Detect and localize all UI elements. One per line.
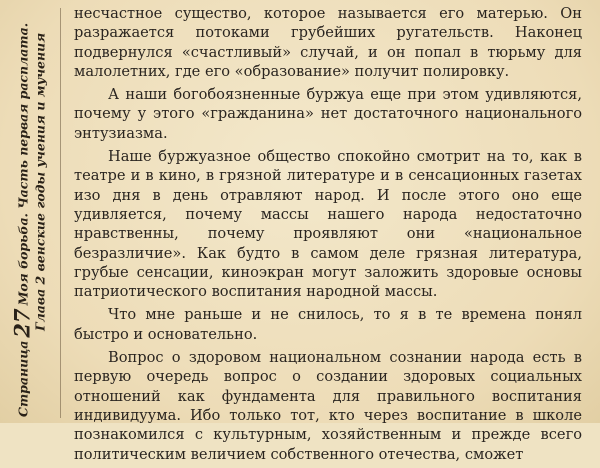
page-sidebar [0, 0, 62, 423]
paragraph-2: А наши богобоязненные буржуа еще при этом удивляются, почему у этого «гражданина» нет достаточного национального энтузиазма. [74, 86, 582, 142]
book-title: Моя борьба. Часть первая расплата. [15, 22, 31, 306]
chapter-title: Глава 2 венские годы учения и мучения [32, 32, 48, 331]
body-text [74, 4, 582, 468]
sidebar-divider [60, 8, 61, 418]
paragraph-5: Вопрос о здоровом национальном сознании народа есть в первую очередь вопрос о создании здоровых социальных отношений как фундамента для правильного воспитания индивидуума. Ибо только тот, кто через воспитание в школе познакомился с культурным, хозяйственным и прежде всего политическим величием собственного отечества, сможет [74, 349, 582, 463]
paragraph-4: Что мне раньше и не снилось, то я в те времена понял быстро и основательно. [74, 306, 582, 343]
sidebar-line-1 [9, 7, 35, 417]
page-label: Страница [15, 340, 31, 417]
paragraph-3: Наше буржуазное общество спокойно смотрит на то, как в театре и в кино, в грязной литературе и в сенсационных газетах изо дня в день отравляют народ. И после этого оно еще удивляется, почему массы нашего народа недостаточно нравственны, почему проявляют они «национальное безразличие». Как будто в самом деле грязная литература, грубые сенсации, киноэкран могут заложить здоровые основы патриотического воспитания народной массы. [74, 148, 582, 301]
sidebar-caption [9, 7, 49, 417]
paragraph-1: несчастное существо, которое называется его матерью. Он разражается потоками грубейших ругательств. Наконец подвернулся «счастливый» случай, и он попал в тюрьму для малолетних, где его «образование» получит полировку. [74, 5, 582, 80]
page-number: 27 [9, 308, 35, 338]
